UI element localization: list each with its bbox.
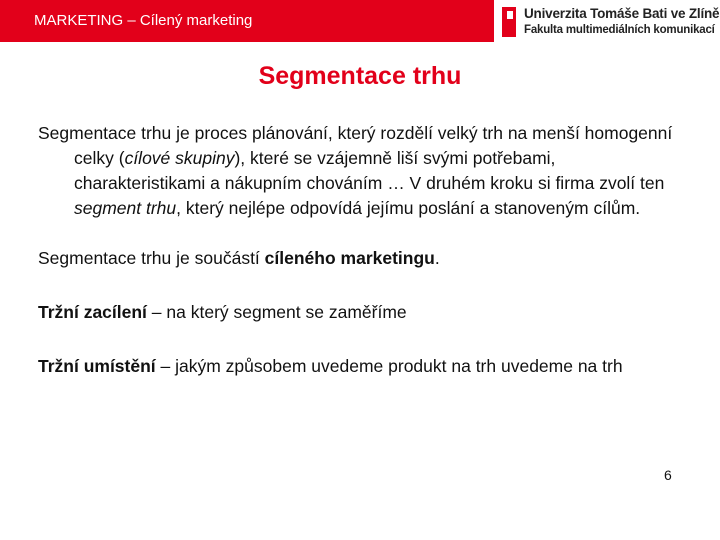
text-segment: je proces plánování, který rozdělí velký trh na menší homogenní celky ( bbox=[74, 123, 673, 168]
university-logo bbox=[502, 5, 720, 41]
text-segment: – jakým způsobem uvedeme produkt na trh uvedeme na trh bbox=[155, 356, 623, 376]
slide-content bbox=[38, 121, 678, 379]
term-segmentace-trhu: Segmentace trhu bbox=[38, 248, 172, 268]
slide-title: Segmentace trhu bbox=[258, 62, 462, 90]
page-number: 6 bbox=[664, 467, 672, 483]
logo-faculty-name: Fakulta multimediálních komunikací bbox=[524, 24, 715, 36]
text-segment: ), které se vzájemně liší svými potřebami, charakteristikami a nákupním chováním … V druhém kroku si firma zvolí ten bbox=[74, 148, 665, 193]
text-segment: , který nejlépe odpovídá jejímu poslání a stanoveným cílům. bbox=[176, 198, 641, 218]
term-cileny-marketing: cíleného marketingu bbox=[264, 248, 435, 268]
term-segment-trhu: segment trhu bbox=[74, 198, 177, 218]
text-segment: – na který segment se zaměříme bbox=[146, 302, 407, 322]
header-title: MARKETING – Cílený marketing bbox=[34, 12, 253, 29]
paragraph-positioning bbox=[38, 354, 678, 379]
logo-university-name: Univerzita Tomáše Bati ve Zlíně bbox=[524, 6, 720, 21]
header-bar bbox=[0, 0, 494, 42]
paragraph-targeted-marketing bbox=[38, 246, 678, 271]
paragraph-targeting bbox=[38, 300, 678, 325]
term-segmentace-trhu: Segmentace trhu bbox=[38, 123, 172, 143]
term-cilove-skupiny: cílové skupiny bbox=[124, 148, 235, 168]
utb-logo-icon bbox=[502, 7, 516, 37]
term-trzni-zacileni: Tržní zacílení bbox=[38, 302, 147, 322]
text-segment: . bbox=[434, 248, 440, 268]
paragraph-definition bbox=[38, 121, 678, 221]
text-segment: je součástí bbox=[171, 248, 265, 268]
term-trzni-umisteni: Tržní umístění bbox=[38, 356, 156, 376]
